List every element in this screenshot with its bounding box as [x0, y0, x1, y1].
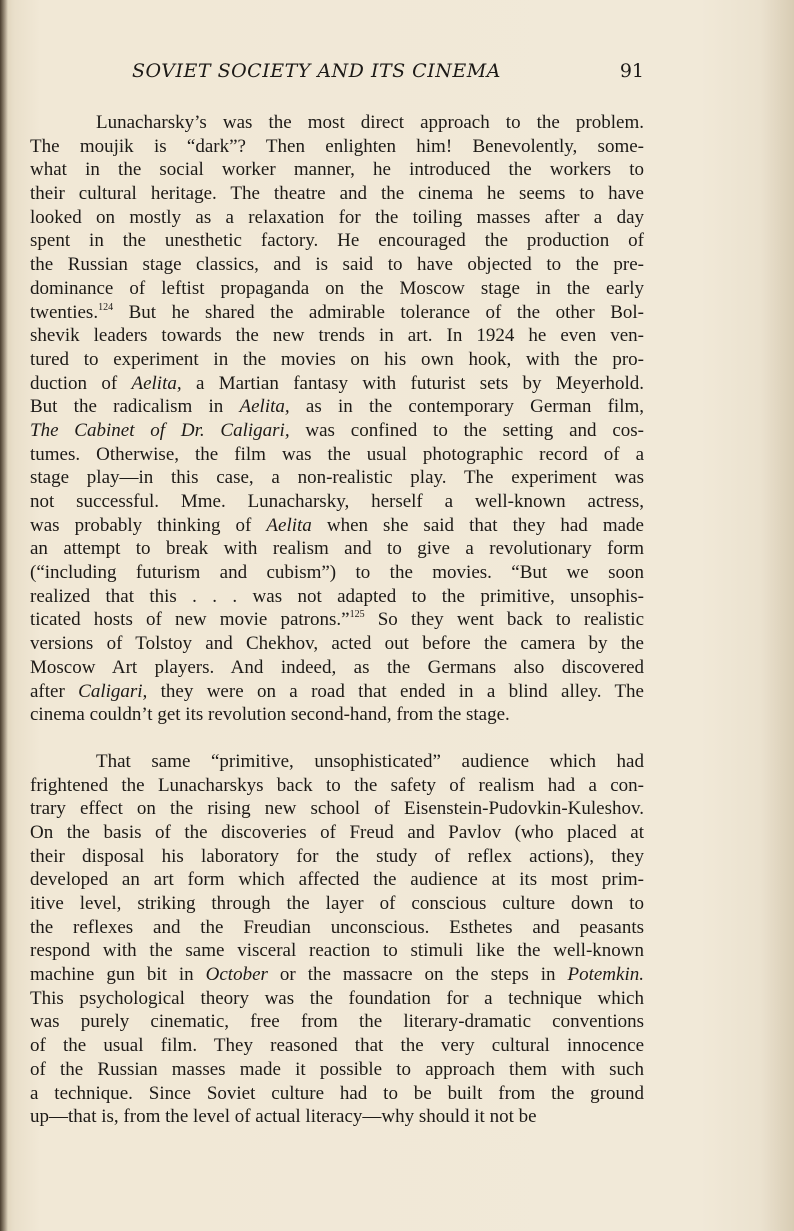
- text-line: a technique. Since Soviet culture had to be built from the ground: [30, 1082, 644, 1104]
- italic-title: Aelita: [266, 514, 312, 536]
- text-line: realized that this . . . was not adapted to the primitive, unsophis-: [30, 585, 644, 607]
- text-line: The Cabinet of Dr. Caligari, was confined to the setting and cos-: [30, 419, 645, 441]
- text-line: their cultural heritage. The theatre and the cinema he seems to have: [30, 183, 644, 205]
- text-line: an attempt to break with realism and to give a revolutionary form: [30, 538, 644, 560]
- text-line: On the basis of the discoveries of Freud and Pavlov (who placed at: [30, 821, 644, 843]
- italic-title: October: [205, 964, 268, 986]
- text-line: was probably thinking of Aelita when she said that they had made: [30, 514, 644, 536]
- text-line: respond with the same visceral reaction to stimuli like the well-known: [30, 940, 644, 962]
- text-line: what in the social worker manner, he introduced the workers to: [30, 159, 644, 181]
- text-line: of the Russian masses made it possible to approach them with such: [30, 1058, 644, 1080]
- italic-title: Caligari,: [78, 680, 148, 702]
- text-line: developed an art form which affected the audience at its most prim-: [30, 869, 644, 891]
- text-line: But the radicalism in Aelita, as in the contemporary German film,: [30, 396, 644, 418]
- text-line: the reflexes and the Freudian unconscious. Esthetes and peasants: [30, 916, 644, 938]
- text-line: This psychological theory was the foundation for a technique which: [30, 987, 644, 1009]
- text-line: frightened the Lunacharskys back to the safety of realism had a con-: [30, 774, 644, 796]
- page-number: 91: [619, 60, 644, 82]
- italic-title: The Cabinet of Dr. Caligari,: [30, 419, 290, 441]
- text-line: looked on mostly as a relaxation for the toiling masses after a day: [30, 206, 644, 228]
- text-line: versions of Tolstoy and Chekhov, acted out before the camera by the: [30, 633, 644, 655]
- text-line: ticated hosts of new movie patrons.”$^{125}$ So they went back to realistic: [30, 609, 644, 631]
- text-line: not successful. Mme. Lunacharsky, herself a well-known actress,: [30, 491, 644, 512]
- text-line: Moscow Art players. And indeed, as the Germans also discovered: [30, 656, 644, 678]
- text-line: twenties.$^{124}$ But he shared the admirable tolerance of the other Bol-: [30, 301, 644, 323]
- text-line: dominance of leftist propaganda on the Moscow stage in the early: [30, 277, 644, 299]
- text-line: Lunacharsky’s was the most direct approach to the problem.: [96, 112, 644, 133]
- text-line: their disposal his laboratory for the study of reflex actions), they: [30, 845, 644, 867]
- italic-title: Aelita,: [239, 396, 290, 418]
- text-line: tured to experiment in the movies on his own hook, with the pro-: [30, 348, 644, 370]
- footnote-ref: 124: [98, 301, 114, 313]
- running-head: SOVIET SOCIETY AND ITS CINEMA: [132, 60, 501, 82]
- text-line: cinema couldn’t get its revolution second-hand, from the stage.: [30, 704, 510, 726]
- text-line: spent in the unesthetic factory. He encouraged the production of: [30, 230, 644, 252]
- text-line: The moujik is “dark”? Then enlighten him! Benevolently, some-: [30, 135, 644, 157]
- footnote-ref: 125: [349, 609, 365, 621]
- text-line: was purely cinematic, free from the literary-dramatic conventions: [30, 1011, 644, 1033]
- italic-title: Potemkin.: [567, 964, 644, 986]
- text-line: tumes. Otherwise, the film was the usual photographic record of a: [30, 443, 644, 465]
- italic-title: Aelita,: [131, 372, 182, 394]
- text-line: itive level, striking through the layer of conscious culture down to: [30, 893, 644, 914]
- paragraph: [30, 111, 644, 727]
- text-line: of the usual film. They reasoned that the very cultural innocence: [30, 1035, 644, 1057]
- text-line: trary effect on the rising new school of Eisenstein-Pudovkin-Kuleshov.: [30, 798, 644, 820]
- text-line: shevik leaders towards the new trends in art. In 1924 he even ven-: [30, 325, 644, 347]
- text-line: stage play—in this case, a non-realistic play. The experiment was: [30, 467, 644, 489]
- text-line: the Russian stage classics, and is said to have objected to the pre-: [30, 254, 644, 276]
- body-text: [30, 111, 644, 1129]
- text-line: That same “primitive, unsophisticated” audience which had: [96, 750, 644, 772]
- paragraph-gap: [30, 727, 644, 750]
- text-line: (“including futurism and cubism”) to the movies. “But we soon: [30, 562, 644, 584]
- spine-shadow: [0, 0, 8, 1231]
- text-line: machine gun bit in October or the massacre on the steps in Potemkin.: [30, 964, 644, 986]
- text-line: after Caligari, they were on a road that ended in a blind alley. The: [30, 680, 644, 702]
- paragraph: [30, 750, 644, 1129]
- text-line: duction of Aelita, a Martian fantasy with futurist sets by Meyerhold.: [30, 372, 644, 394]
- page-header: [96, 60, 644, 92]
- text-line: up—that is, from the level of actual literacy—why should it not be: [30, 1106, 537, 1128]
